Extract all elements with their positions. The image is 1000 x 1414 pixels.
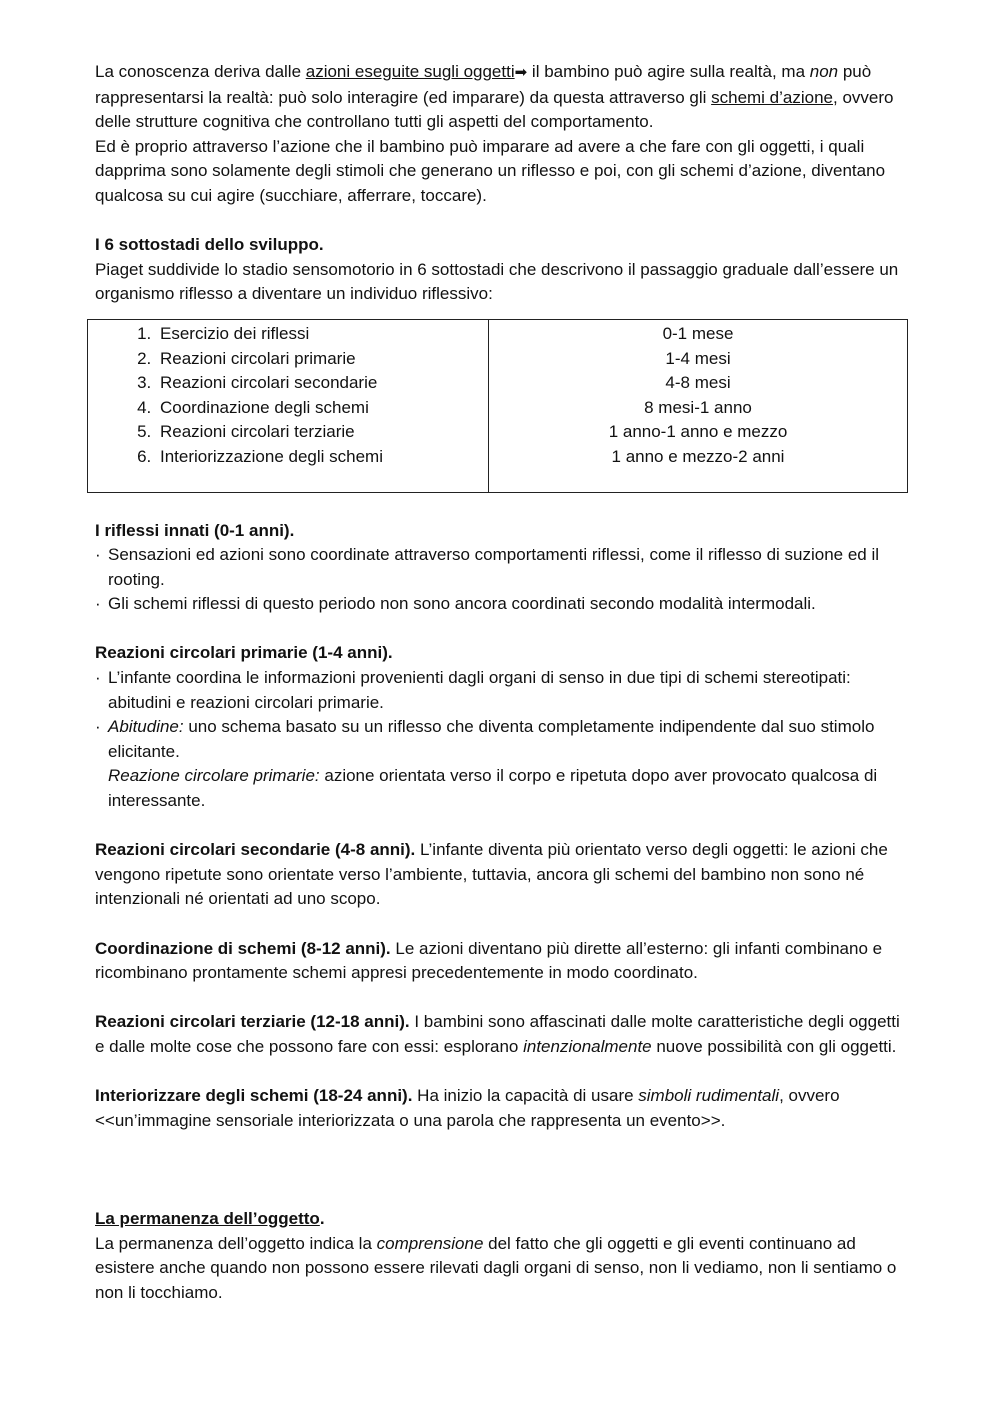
term-italic: Reazione circolare primarie: <box>108 766 320 786</box>
age-item: 0-1 mese <box>662 323 734 343</box>
interiorizzare-paragraph <box>95 1084 907 1133</box>
coordinazione-paragraph <box>95 937 907 986</box>
stage-item: 3. Reazioni circolari secondarie <box>156 371 488 396</box>
bullet-icon: · <box>95 717 101 737</box>
bullet-text: L’infante coordina le informazioni provenienti dagli organi di senso in due tipi di schemi stereotipati: abitudini e reazioni circolari primarie. <box>108 668 851 712</box>
stage-item: 5. Reazioni circolari terziarie <box>156 420 488 445</box>
paragraph-text: nuove possibilità con gli oggetti. <box>651 1036 897 1056</box>
ages-column <box>489 319 908 492</box>
age-item: 1 anno-1 anno e mezzo <box>608 422 788 442</box>
paragraph-text: L’infante diventa più orientato verso degli oggetti: le azioni che vengono ripetute sono orientate verso l’ambiente, tuttavia, ancora gli schemi del bambino non sono né intenzionali né orientati ad uno scopo. <box>95 840 888 909</box>
heading-dot: . <box>319 1209 325 1229</box>
substages-text: Piaget suddivide lo stadio sensomotorio in 6 sottostadi che descrivono il passaggio graduale dall’essere un organismo riflesso a diventare un individuo riflessivo: <box>95 259 899 304</box>
intro-text: La conoscenza deriva dalle <box>95 62 306 81</box>
riflessi-bullet-2 <box>95 592 907 617</box>
stage-item: 2. Reazioni circolari primarie <box>156 347 488 372</box>
underlined-phrase: schemi d’azione <box>711 87 834 107</box>
intro-text: può rappresentarsi la realtà: può solo interagire (ed imparare) da questa attraverso gli <box>95 62 872 107</box>
bullet-icon: · <box>95 594 101 614</box>
definition-text: azione orientata verso il corpo e ripetuta dopo aver provocato qualcosa di interessante. <box>108 766 878 811</box>
stage-item: 1. Esercizio dei riflessi <box>156 322 488 347</box>
bullet-text: Gli schemi riflessi di questo periodo non sono ancora coordinati secondo modalità intermodali. <box>108 594 816 614</box>
substages-heading: I 6 sottostadi dello sviluppo. <box>95 235 324 255</box>
paragraph-text: La permanenza dell’oggetto indica la <box>95 1233 377 1253</box>
substages-table <box>87 319 908 493</box>
paragraph-text: del fatto che gli oggetti e gli eventi continuano ad esistere anche quando non possono essere rilevati dagli organi di senso, non li vediamo, non li sentiamo o non li tocchiamo. <box>95 1233 897 1302</box>
permanenza-heading: La permanenza dell’oggetto <box>95 1209 320 1229</box>
riflessi-heading: I riflessi innati (0-1 anni). <box>95 520 295 540</box>
bullet-text: uno schema basato su un riflesso che diventa completamente indipendente dal suo stimolo elicitante. <box>108 717 875 761</box>
italic-phrase: simboli rudimentali <box>638 1086 780 1106</box>
coordinazione-heading: Coordinazione di schemi (8-12 anni). <box>95 938 391 958</box>
primarie-heading: Reazioni circolari primarie (1-4 anni). <box>95 643 393 663</box>
bullet-icon: · <box>95 668 101 688</box>
italic-word: non <box>809 62 839 81</box>
stage-list <box>88 322 488 470</box>
paragraph-text: Ha inizio la capacità di usare <box>412 1086 639 1106</box>
permanenza-heading-line <box>95 1207 907 1232</box>
secondarie-paragraph <box>95 838 907 912</box>
stage-item: 6. Interiorizzazione degli schemi <box>156 445 488 470</box>
bullet-icon: · <box>95 545 101 565</box>
age-item: 8 mesi-1 anno <box>644 397 752 417</box>
stages-column <box>88 319 489 492</box>
age-item: 1 anno e mezzo-2 anni <box>611 446 785 466</box>
stage-item: 4. Coordinazione degli schemi <box>156 396 488 421</box>
interiorizzare-heading: Interiorizzare degli schemi (18-24 anni). <box>95 1086 413 1106</box>
paragraph-text: Le azioni diventano più dirette all’esterno: gli infanti combinano e ricombinano prontamente schemi appresi precedentemente in modo coordinato. <box>95 938 883 983</box>
term-italic: Abitudine: <box>108 717 184 737</box>
riflessi-bullet-1 <box>95 543 907 592</box>
primarie-definition <box>95 764 907 813</box>
terziarie-paragraph <box>95 1010 907 1059</box>
italic-word: comprensione <box>376 1233 484 1253</box>
paragraph-text: I bambini sono affascinati dalle molte caratteristiche degli oggetti e dalle molte cose che possono fare con essi: esplorano <box>95 1012 900 1056</box>
underlined-phrase: azioni eseguite sugli oggetti <box>305 62 515 81</box>
paragraph-text: , ovvero <<un’immagine sensoriale interiorizzata o una parola che rappresenta un evento>>. <box>95 1086 840 1130</box>
bullet-text: Sensazioni ed azioni sono coordinate attraverso comportamenti riflessi, come il riflesso di suzione ed il rooting. <box>108 545 880 589</box>
intro-text: il bambino può agire sulla realtà, ma <box>527 62 810 81</box>
terziarie-heading: Reazioni circolari terziarie (12-18 anni). <box>95 1012 410 1032</box>
age-item: 1-4 mesi <box>665 348 731 368</box>
intro-text: , ovvero delle strutture cognitiva che controllano tutti gli aspetti del comportamento. <box>95 87 894 132</box>
right-arrow-icon: ➡ <box>514 64 528 81</box>
document-page <box>95 60 907 1306</box>
permanenza-paragraph <box>95 1232 907 1306</box>
intro-paragraph-1 <box>95 60 907 135</box>
secondarie-heading: Reazioni circolari secondarie (4-8 anni). <box>95 840 416 860</box>
primarie-bullet-2 <box>95 715 907 764</box>
italic-word: intenzionalmente <box>523 1036 652 1056</box>
age-item: 4-8 mesi <box>665 373 731 393</box>
intro-paragraph-2: Ed è proprio attraverso l’azione che il bambino può imparare ad avere a che fare con gli oggetti, i quali dapprima sono solamente degli stimoli che generano un riflesso e poi, con gli schemi d’azione, diventano qualcosa su cui agire (succhiare, afferrare, toccare). <box>95 136 886 205</box>
primarie-bullet-1 <box>95 666 907 715</box>
